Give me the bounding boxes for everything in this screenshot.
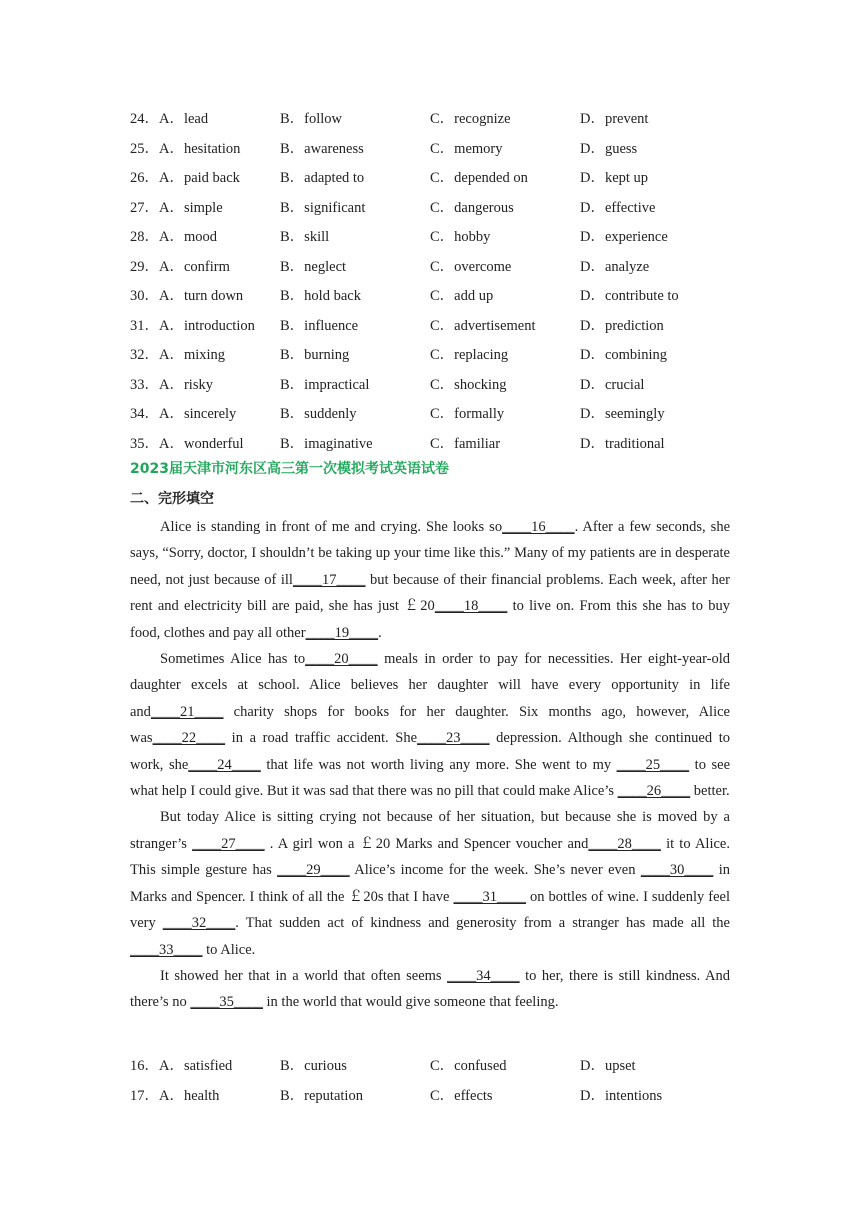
question-options-row (130, 221, 700, 251)
option-a: 31．A．introduction (130, 317, 255, 334)
question-options-row (130, 192, 700, 222)
option-b: B．awareness (280, 140, 364, 157)
option-d: D．seemingly (580, 406, 665, 423)
blank-23: ____23____ (417, 730, 490, 747)
paragraph-1 (130, 514, 730, 646)
blank-16: ____16____ (502, 519, 575, 535)
option-a: 32．A．mixing (130, 347, 226, 364)
blank-17: ____17____ (292, 571, 366, 588)
option-b: B．suddenly (280, 406, 357, 423)
text-span: charity shops for books for her daughter. Six months ago, however, Alice was (130, 703, 730, 747)
text-span: but because of their financial problems. Each week, after her rent and electricity bill are paid, she has just ￡20 (130, 571, 730, 615)
text-span: meals in order to pay for necessities. Her eight-year-old daughter excels at school. Alice believes her daughter will have every opportunity in life and (130, 651, 730, 720)
text-span: . (378, 624, 382, 641)
option-a: 34．A．sincerely (130, 406, 237, 423)
text-span: to see what help I could give. But it was sad that there was no pill that could make Alice’s (130, 756, 730, 800)
question-options-row (130, 369, 700, 399)
option-a: 17．A．health (130, 1087, 220, 1104)
option-a: 29．A．confirm (130, 258, 230, 275)
text-span: . That sudden act of kindness and generosity from a stranger has made all the (235, 915, 730, 932)
question-options-row (130, 1050, 700, 1080)
option-d: D．prediction (580, 317, 664, 334)
blank-21: ____21____ (150, 703, 224, 720)
option-a: 26．A．paid back (130, 170, 240, 187)
option-b: B．imaginative (280, 435, 373, 452)
option-c: C．advertisement (430, 317, 536, 334)
text-span: in the world that would give someone that feeling. (262, 994, 559, 1011)
blank-24: ____24____ (188, 756, 261, 773)
question-options-row (130, 162, 700, 192)
option-d: D．prevent (580, 111, 649, 128)
text-span: Alice’s income for the week. She’s never even (349, 862, 641, 879)
option-a: 27．A．simple (130, 199, 223, 216)
option-d: D．upset (580, 1058, 636, 1075)
option-a: 28．A．mood (130, 229, 217, 246)
option-b: B．neglect (280, 258, 347, 275)
text-span: Sometimes Alice has to (160, 651, 306, 668)
text-span: But today Alice is sitting crying not because of her situation, but because she is moved by a stranger’s (130, 809, 730, 852)
text-span: to Alice. (202, 941, 256, 958)
blank-22: ____22____ (152, 730, 226, 747)
text-span: in a road traffic accident. She (225, 730, 418, 747)
option-b: B．impractical (280, 376, 370, 393)
option-d: D．analyze (580, 258, 650, 275)
question-options-row (130, 133, 700, 163)
option-a: 25．A．hesitation (130, 140, 241, 157)
question-options-row (130, 339, 700, 369)
question-options-row (130, 280, 700, 310)
option-d: D．experience (580, 229, 668, 246)
blank-28: ____28____ (588, 835, 661, 852)
option-c: C．overcome (430, 258, 512, 275)
blank-34: ____34____ (447, 967, 520, 984)
option-b: B．adapted to (280, 170, 365, 187)
question-options-row (130, 428, 700, 458)
option-d: D．combining (580, 347, 667, 364)
option-c: C．familiar (430, 435, 501, 452)
blank-25: ____25____ (616, 756, 690, 773)
option-d: D．effective (580, 199, 656, 216)
question-options-row (130, 1080, 700, 1110)
text-span: Alice is standing in front of me and crying. She looks so (160, 519, 503, 535)
option-c: C．recognize (430, 111, 511, 128)
option-a: 35．A．wonderful (130, 435, 244, 452)
text-span: in Marks and Spencer. I think of all the ￡20s that I have (130, 862, 730, 905)
option-d: D．intentions (580, 1087, 663, 1104)
text-span: on bottles of wine. I suddenly feel very (130, 888, 730, 932)
option-b: B．burning (280, 347, 350, 364)
blank-31: ____31____ (453, 888, 526, 905)
options-table-bottom (130, 1050, 700, 1109)
blank-35: ____35____ (190, 994, 263, 1011)
blank-27: ____27____ (192, 835, 265, 852)
option-c: C．depended on (430, 170, 528, 187)
option-c: C．confused (430, 1058, 507, 1075)
option-c: C．memory (430, 140, 503, 157)
blank-30: ____30____ (640, 862, 714, 879)
text-span: It showed her that in a world that often seems (160, 967, 448, 984)
text-span: to live on. From this she has to buy food, clothes and pay all other (130, 598, 730, 641)
question-options-row (130, 251, 700, 281)
option-d: D．contribute to (580, 288, 679, 305)
text-span: that life was not worth living any more. She went to my (260, 756, 617, 773)
option-d: D．crucial (580, 376, 645, 393)
text-span: to her, there is still kindness. And there’s no (130, 967, 730, 1011)
option-b: B．skill (280, 229, 330, 246)
option-c: C．replacing (430, 347, 509, 364)
option-c: C．hobby (430, 229, 491, 246)
option-c: C．shocking (430, 376, 507, 393)
blank-20: ____20____ (305, 651, 378, 668)
option-b: B．significant (280, 199, 366, 216)
exam-title: 2023届天津市河东区高三第一次模拟考试英语试卷 (130, 461, 449, 477)
option-b: B．reputation (280, 1087, 363, 1104)
section-title: 二、完形填空 (130, 491, 214, 507)
text-span: depression. Although she continued to work, she (130, 730, 731, 773)
question-options-row (130, 103, 700, 133)
cloze-passage (130, 514, 730, 1016)
blank-18: ____18____ (434, 598, 508, 615)
blank-33: ____33____ (130, 941, 203, 958)
text-span: it to Alice. This simple gesture has (130, 835, 730, 879)
blank-19: ____19____ (305, 624, 379, 641)
paragraph-2 (130, 646, 730, 804)
blank-29: ____29____ (277, 862, 350, 879)
option-b: B．follow (280, 111, 343, 128)
options-table-top (130, 103, 700, 457)
option-b: B．curious (280, 1058, 347, 1075)
option-d: D．traditional (580, 435, 665, 452)
question-options-row (130, 310, 700, 340)
blank-26: ____26____ (617, 783, 691, 800)
option-d: D．guess (580, 140, 638, 157)
option-a: 33．A．risky (130, 376, 213, 393)
text-span: . A girl won a ￡20 Marks and Spencer voucher and (264, 835, 589, 852)
text-span: . After a few seconds, she says, “Sorry, doctor, I shouldn’t be taking up your time like this.” Many of my patients are in desperate need, not just because of ill (130, 519, 730, 588)
option-c: C．dangerous (430, 199, 514, 216)
option-d: D．kept up (580, 170, 649, 187)
option-c: C．add up (430, 288, 494, 305)
option-a: 16．A．satisfied (130, 1058, 233, 1075)
option-a: 24．A．lead (130, 111, 209, 128)
question-options-row (130, 398, 700, 428)
option-b: B．influence (280, 317, 359, 334)
paragraph-4 (130, 963, 730, 1016)
option-c: C．formally (430, 406, 505, 423)
option-c: C．effects (430, 1087, 493, 1104)
option-b: B．hold back (280, 288, 361, 305)
text-span: better. (690, 783, 730, 800)
paragraph-3 (130, 804, 730, 962)
blank-32: ____32____ (162, 915, 236, 932)
option-a: 30．A．turn down (130, 288, 244, 305)
